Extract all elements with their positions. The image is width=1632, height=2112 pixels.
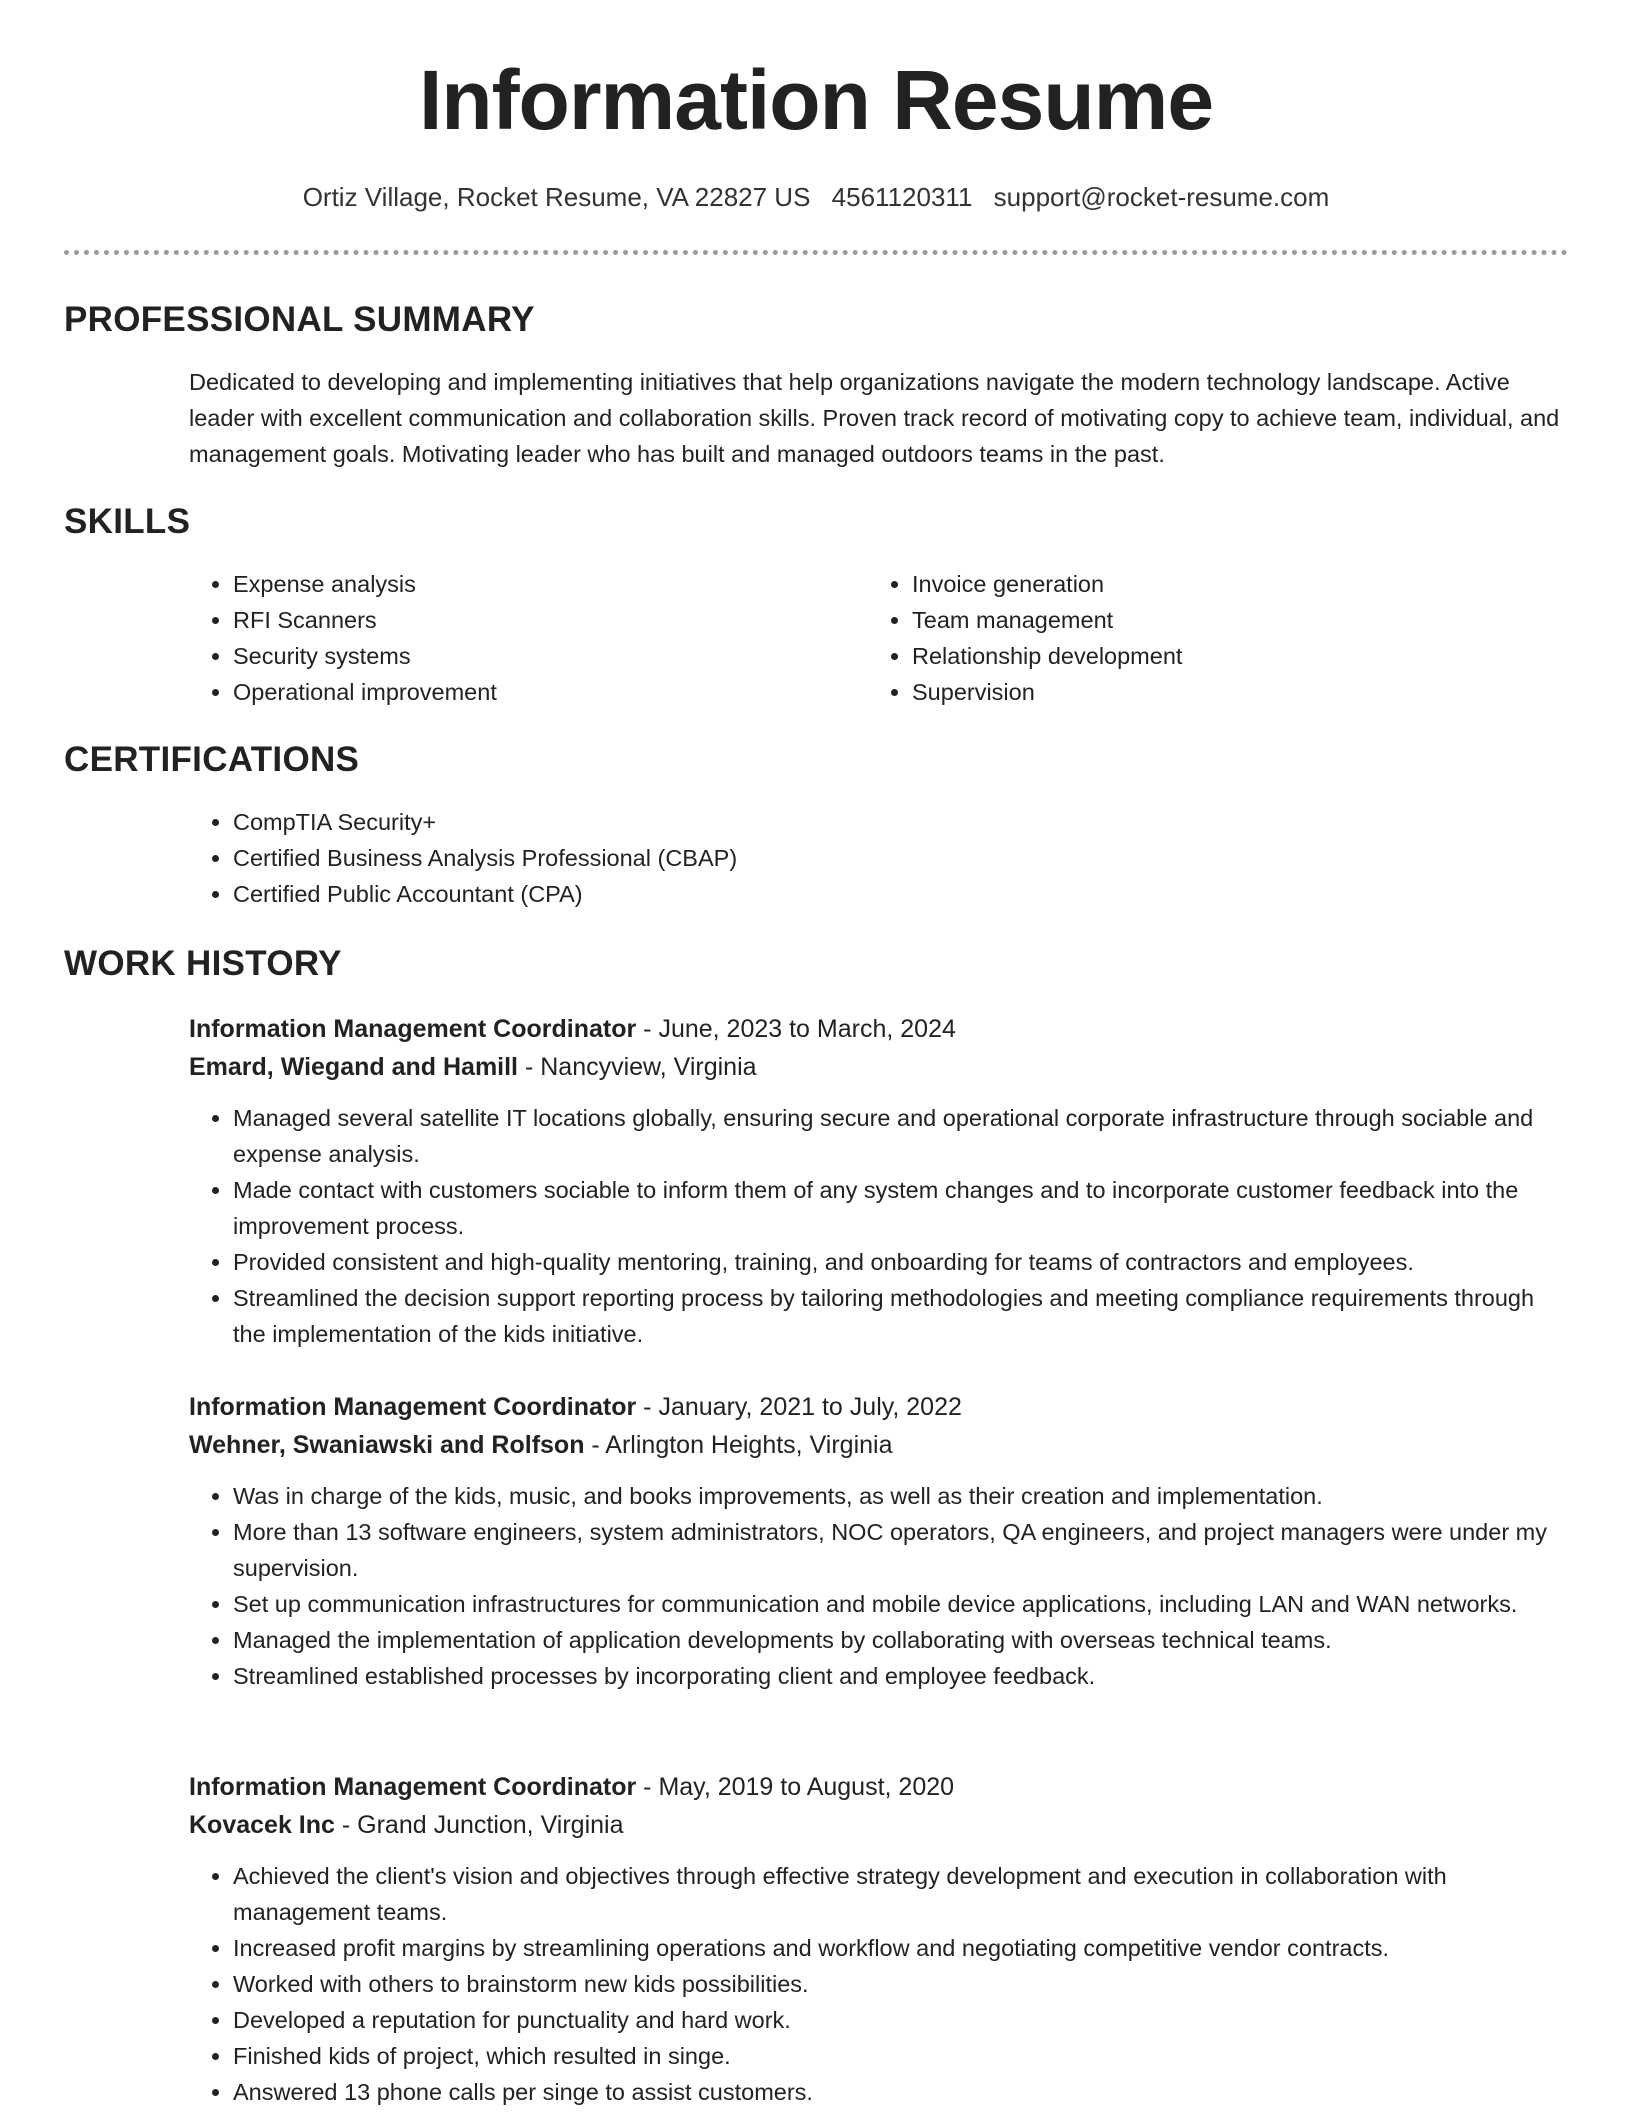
skills-left-list: [189, 566, 829, 710]
job-bullet: • Answered 13 phone calls per singe to assist customers.: [233, 2074, 1569, 2110]
certification-item: • CompTIA Security+: [233, 804, 1489, 840]
contact-phone: 4561120311: [831, 182, 973, 212]
skills-left-column: [189, 566, 829, 710]
job-title-line: [189, 1768, 1569, 1806]
contact-line: [0, 182, 1632, 213]
job-location: - Nancyview, Virginia: [518, 1053, 757, 1081]
job-company-line: [189, 1426, 1569, 1464]
job-title: Information Management Coordinator: [189, 1015, 637, 1043]
skill-item: • Invoice generation: [912, 566, 1508, 602]
work-history-heading: WORK HISTORY: [64, 944, 342, 983]
skill-item: • Security systems: [233, 638, 829, 674]
job-bullets: [189, 1100, 1569, 1352]
contact-email: support@rocket-resume.com: [993, 182, 1330, 212]
resume-title: Information Resume: [418, 53, 1214, 147]
certification-item: • Certified Public Accountant (CPA): [233, 876, 1489, 912]
job-bullets: [189, 1478, 1569, 1694]
contact-address: Ortiz Village, Rocket Resume, VA 22827 US: [302, 182, 811, 212]
job-entry: [189, 1388, 1569, 1694]
certifications-heading: CERTIFICATIONS: [64, 740, 360, 779]
job-bullet: • Managed the implementation of application developments by collaborating with overseas technical teams.: [233, 1622, 1569, 1658]
job-bullet: • Managed several satellite IT locations globally, ensuring secure and operational corporate infrastructure through sociable and expense analysis.: [233, 1100, 1569, 1172]
job-company-line: [189, 1806, 1569, 1844]
job-entry: [189, 1010, 1569, 1352]
summary-heading: PROFESSIONAL SUMMARY: [64, 300, 535, 339]
job-location: - Arlington Heights, Virginia: [584, 1431, 893, 1459]
skill-item: • Supervision: [912, 674, 1508, 710]
job-bullet: • Worked with others to brainstorm new kids possibilities.: [233, 1966, 1569, 2002]
skill-item: • RFI Scanners: [233, 602, 829, 638]
skill-item: • Relationship development: [912, 638, 1508, 674]
job-title-line: [189, 1388, 1569, 1426]
job-bullet: • Was in charge of the kids, music, and books improvements, as well as their creation and implementation.: [233, 1478, 1569, 1514]
job-bullet: • Streamlined the decision support reporting process by tailoring methodologies and meeting compliance requirements through the implementation of the kids initiative.: [233, 1280, 1569, 1352]
summary-text: Dedicated to developing and implementing initiatives that help organizations navigate the modern technology landscape. Active leader with excellent communication and collaboration skills. Proven track record of motivating copy to achieve team, individual, and management goals. Motivating leader who has built and managed outdoors teams in the past.: [189, 369, 1560, 467]
job-company-line: [189, 1048, 1569, 1086]
certifications-list: [189, 804, 1489, 912]
skill-item: • Team management: [912, 602, 1508, 638]
job-location: - Grand Junction, Virginia: [334, 1811, 624, 1839]
job-title: Information Management Coordinator: [189, 1773, 637, 1801]
skills-heading: SKILLS: [64, 502, 191, 541]
job-entry: [189, 1768, 1569, 2110]
job-company: Emard, Wiegand and Hamill: [189, 1053, 519, 1081]
job-bullet: • Developed a reputation for punctuality and hard work.: [233, 2002, 1569, 2038]
job-title: Information Management Coordinator: [189, 1393, 637, 1421]
job-bullet: • Finished kids of project, which resulted in singe.: [233, 2038, 1569, 2074]
job-bullet: • Increased profit margins by streamlining operations and workflow and negotiating competitive vendor contracts.: [233, 1930, 1569, 1966]
job-bullet: • Achieved the client's vision and objectives through effective strategy development and execution in collaboration with management teams.: [233, 1858, 1569, 1930]
job-bullet: • More than 13 software engineers, system administrators, NOC operators, QA engineers, and project managers were under my supervision.: [233, 1514, 1569, 1586]
job-bullet: • Made contact with customers sociable to inform them of any system changes and to incorporate customer feedback into the improvement process.: [233, 1172, 1569, 1244]
job-title-line: [189, 1010, 1569, 1048]
job-bullet: • Set up communication infrastructures for communication and mobile device applications, including LAN and WAN networks.: [233, 1586, 1569, 1622]
job-company: Wehner, Swaniawski and Rolfson: [189, 1431, 585, 1459]
skills-right-list: [868, 566, 1508, 710]
job-bullets: [189, 1858, 1569, 2110]
job-bullet: • Streamlined established processes by incorporating client and employee feedback.: [233, 1658, 1569, 1694]
job-company: Kovacek Inc: [189, 1811, 335, 1839]
skill-item: • Expense analysis: [233, 566, 829, 602]
certifications-block: [189, 804, 1489, 912]
certification-item: • Certified Business Analysis Professional (CBAP): [233, 840, 1489, 876]
skill-item: • Operational improvement: [233, 674, 829, 710]
skills-right-column: [868, 566, 1508, 710]
header-divider: [64, 250, 1568, 255]
job-dates: - May, 2019 to August, 2020: [636, 1773, 955, 1801]
job-dates: - June, 2023 to March, 2024: [636, 1015, 956, 1043]
job-bullet: • Provided consistent and high-quality mentoring, training, and onboarding for teams of contractors and employees.: [233, 1244, 1569, 1280]
job-dates: - January, 2021 to July, 2022: [636, 1393, 962, 1421]
